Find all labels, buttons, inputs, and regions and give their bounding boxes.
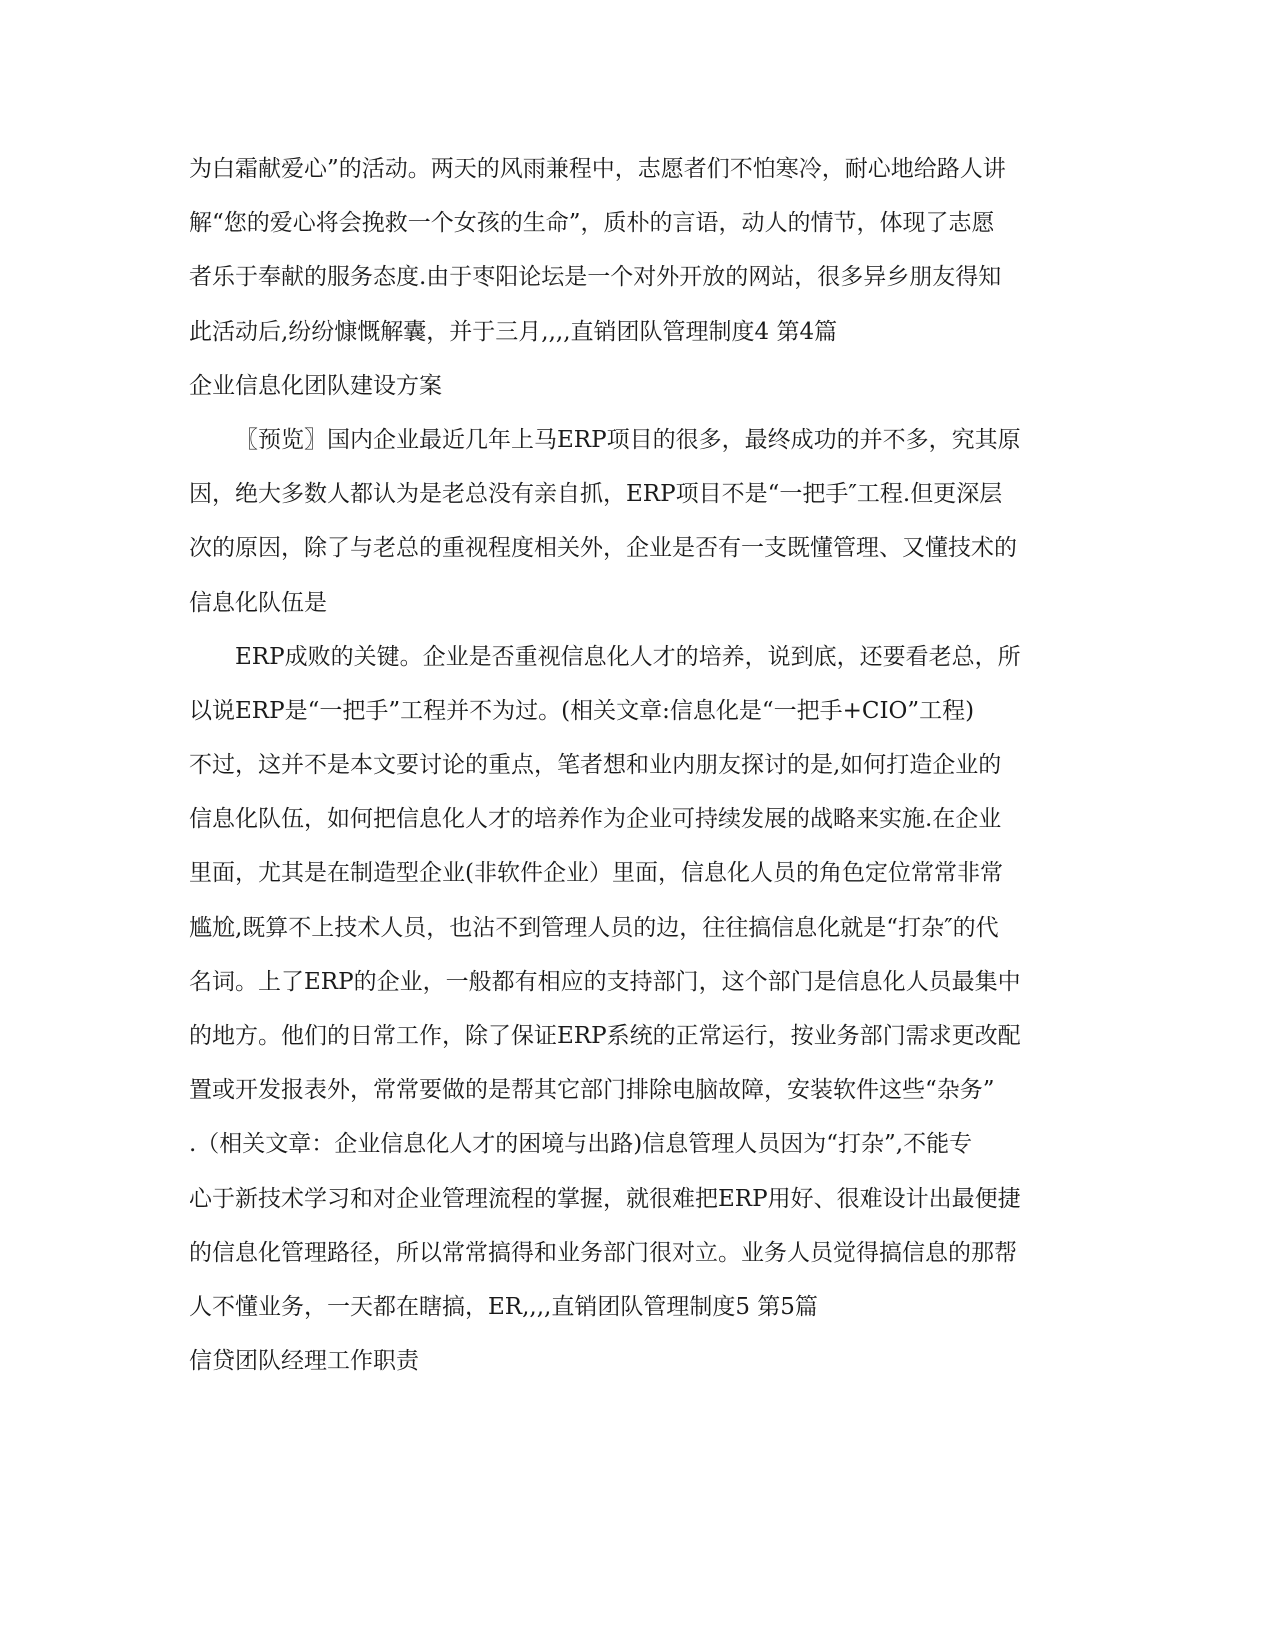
text-line: 信息化队伍是 xyxy=(189,589,327,616)
text-line: 解“您的爱心将会挽救一个女孩的生命”，质朴的言语，动人的情节，体现了志愿 xyxy=(189,210,995,237)
text-line: 人不懂业务，一天都在瞎搞，ER,,,,直销团队管理制度5 第5篇 xyxy=(189,1293,818,1320)
document-body xyxy=(189,142,1089,1388)
text-line: 此活动后,纷纷慷慨解囊，并于三月,,,,直销团队管理制度4 第4篇 xyxy=(189,318,838,345)
text-line: 的信息化管理路径，所以常常搞得和业务部门很对立。业务人员觉得搞信息的那帮 xyxy=(189,1239,1017,1266)
text-line: 不过，这并不是本文要讨论的重点，笔者想和业内朋友探讨的是,如何打造企业的 xyxy=(189,752,1002,779)
text-line: 里面，尤其是在制造型企业(非软件企业）里面，信息化人员的角色定位常常非常 xyxy=(189,860,1003,887)
text-line: 为白霜献爱心”的活动。两天的风雨兼程中，志愿者们不怕寒冷，耐心地给路人讲 xyxy=(189,156,1006,182)
text-line: 信息化队伍，如何把信息化人才的培养作为企业可持续发展的战略来实施.在企业 xyxy=(189,806,1002,833)
text-line: 者乐于奉献的服务态度.由于枣阳论坛是一个对外开放的网站，很多异乡朋友得知 xyxy=(189,264,1002,291)
text-line: 置或开发报表外，常常要做的是帮其它部门排除电脑故障，安装软件这些“杂务” xyxy=(189,1077,995,1104)
text-line: 名词。上了ERP的企业，一般都有相应的支持部门，这个部门是信息化人员最集中 xyxy=(189,968,1021,995)
text-line: 尴尬,既算不上技术人员，也沾不到管理人员的边，往往搞信息化就是“打杂″的代 xyxy=(189,914,999,941)
text-line: .（相关文章：企业信息化人才的困境与出路)信息管理人员因为“打杂”,不能专 xyxy=(189,1131,973,1158)
text-line: 因，绝大多数人都认为是老总没有亲自抓，ERP项目不是“一把手″工程.但更深层 xyxy=(189,481,1003,508)
section-heading: 企业信息化团队建设方案 xyxy=(189,372,442,399)
text-line: ERP成败的关键。企业是否重视信息化人才的培养，说到底，还要看老总，所 xyxy=(235,643,1021,670)
text-line: 次的原因，除了与老总的重视程度相关外，企业是否有一支既懂管理、又懂技术的 xyxy=(189,535,1017,562)
text-line: 的地方。他们的日常工作，除了保证ERP系统的正常运行，按业务部门需求更改配 xyxy=(189,1023,1021,1049)
text-line: 心于新技术学习和对企业管理流程的掌握，就很难把ERP用好、很难设计出最便捷 xyxy=(189,1185,1021,1212)
section-heading: 信贷团队经理工作职责 xyxy=(189,1348,419,1375)
text-line: 〖预览〗国内企业最近几年上马ERP项目的很多，最终成功的并不多，究其原 xyxy=(235,426,1021,453)
text-line: 以说ERP是“一把手”工程并不为过。(相关文章:信息化是“一把手+CIO”工程) xyxy=(189,697,975,724)
